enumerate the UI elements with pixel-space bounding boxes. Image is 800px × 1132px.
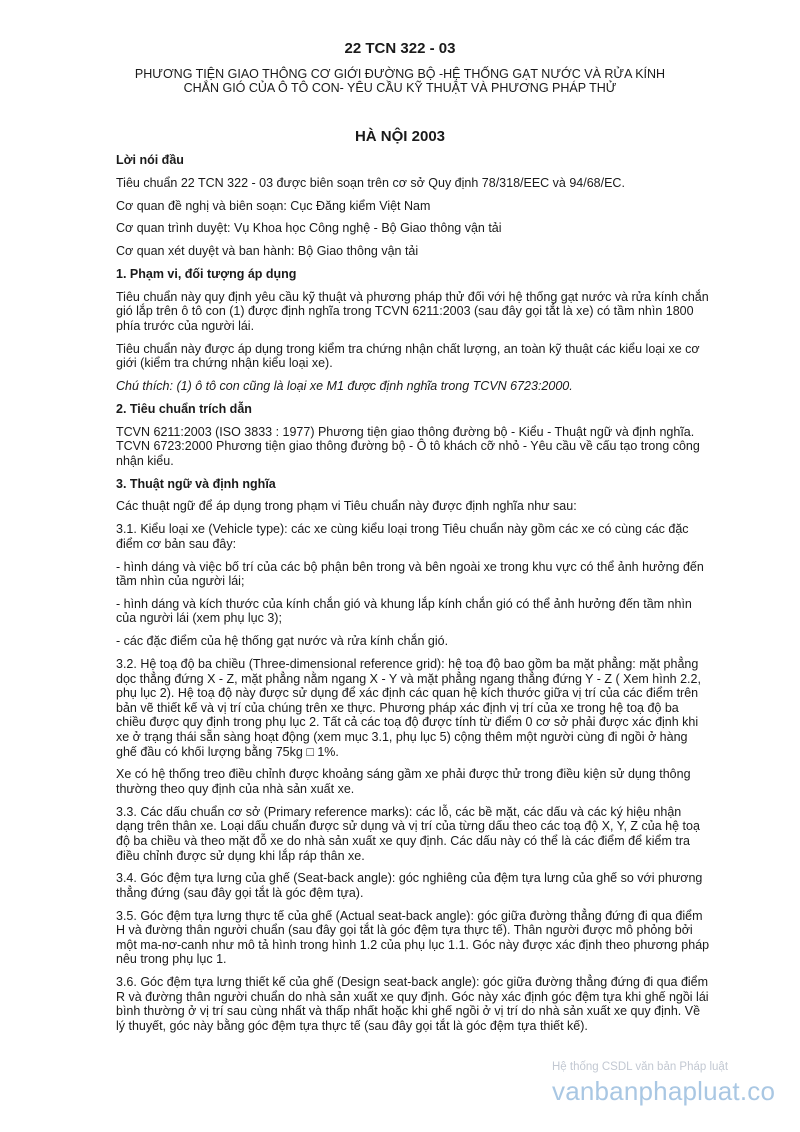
definition-3-1: 3.1. Kiểu loại xe (Vehicle type): các xe cùng kiểu loại trong Tiêu chuẩn này gồm các xe có cùng các đặc điểm cơ bản sau đây: [116, 522, 689, 551]
list-item: - hình dáng và việc bố trí của các bộ phận bên trong và bên ngoài xe trong khu vực có thể ảnh hưởng đến tầm nhìn của người lái; [116, 559, 704, 589]
list-item: - hình dáng và kích thước của kính chắn gió và khung lắp kính chắn gió có thể ảnh hưởng đến tầm nhìn của người lái (xem phụ lục 3); [116, 596, 692, 626]
paragraph: Tiêu chuẩn 22 TCN 322 - 03 được biên soạn trên cơ sở Quy định 78/318/EEC và 94/68/EC. [116, 175, 625, 190]
definition-3-4: 3.4. Góc đệm tựa lưng của ghế (Seat-back angle): góc nghiêng của đệm tựa lưng của ghế so với phương thẳng đứng (sau đây gọi tắt là góc đệm tựa). [116, 871, 703, 900]
standard-code: 22 TCN 322 - 03 [344, 40, 456, 57]
paragraph: Các thuật ngữ để áp dụng trong phạm vi Tiêu chuẩn này được định nghĩa như sau: [116, 499, 577, 514]
document-body [116, 153, 711, 1042]
paragraph: TCVN 6211:2003 (ISO 3833 : 1977) Phương tiện giao thông đường bộ - Kiểu - Thuật ngữ và định nghĩa. TCVN 6723:2000 Phương tiện giao thông đường bộ - Ô tô khách cỡ nhỏ - Yêu cầu về cấu tạo trong công nhận kiểu. [116, 424, 700, 468]
paragraph: Cơ quan trình duyệt: Vụ Khoa học Công nghệ - Bộ Giao thông vận tải [116, 221, 502, 236]
watermark-caption: Hệ thống CSDL văn bản Pháp luật [552, 1061, 729, 1073]
paragraph: Tiêu chuẩn này quy định yêu cầu kỹ thuật và phương pháp thử đối với hệ thống gạt nước và rửa kính chắn gió lắp trên ô tô con (1) được định nghĩa trong TCVN 6211:2003 (sau đây gọi tắt là xe) có tầm nhìn 1800 phía trước của người lái. [116, 289, 709, 333]
definition-3-5: 3.5. Góc đệm tựa lưng thực tế của ghế (Actual seat-back angle): góc giữa đường thẳng đứng đi qua điểm H và đường thân người chuẩn (sau đây gọi tắt là góc đệm tựa thực tế). Thân người được mô phỏng bởi một ma-nơ-canh như mô tả hình trong hình 1.2 của phụ lục 1.1. Góc này được xác định theo phương pháp nêu trong phụ lục 1. [116, 908, 710, 967]
definition-3-6: 3.6. Góc đệm tựa lưng thiết kế của ghế (Design seat-back angle): góc giữa đường thẳng đứng đi qua điểm R và đường thân người chuẩn do nhà sản xuất xe quy định. Góc này xác định góc đệm tựa khi ghế ngồi lái bình thường ở vị trí sau cùng nhất và thấp nhất hoặc khi ghế ngồi ở vị trí do nhà sản xuất xe quy định. Về lý thuyết, góc này bằng góc đệm tựa thực tế (sau đây gọi tắt là góc đệm tựa thiết kế). [116, 975, 709, 1034]
paragraph: Cơ quan đề nghị và biên soạn: Cục Đăng kiểm Việt Nam [116, 198, 431, 213]
paragraph: Cơ quan xét duyệt và ban hành: Bộ Giao thông vận tải [116, 244, 419, 259]
watermark-site: vanbanphapluat.co [552, 1076, 776, 1106]
city-year: HÀ NỘI 2003 [354, 128, 446, 145]
document-title-line-2: CHẮN GIÓ CỦA Ô TÔ CON- YÊU CẦU KỸ THUẬT VÀ PHƯƠNG PHÁP THỬ [183, 81, 617, 95]
document-title [110, 67, 690, 95]
footnote: Chú thích: (1) ô tô con cũng là loại xe M1 được định nghĩa trong TCVN 6723:2000. [116, 379, 573, 394]
section-1-heading: 1. Phạm vi, đối tượng áp dụng [116, 266, 297, 281]
section-2-heading: 2. Tiêu chuẩn trích dẫn [116, 401, 252, 416]
section-3-heading: 3. Thuật ngữ và định nghĩa [116, 476, 276, 491]
definition-3-2: 3.2. Hệ toạ độ ba chiều (Three-dimensional reference grid): hệ toạ độ bao gồm ba mặt phẳng: mặt phẳng dọc thẳng đứng X - Z, mặt phẳng nằm ngang X - Y và mặt phẳng ngang thẳng đứng Y - Z ( Xem hình 2.2, phụ lục 2). Hệ toạ độ này được sử dụng để xác định các quan hệ kích thước giữa vị trí của các điểm trên bản vẽ thiết kế và vị trí của chúng trên xe thực. Phương pháp xác định vị trí của xe trong hệ toạ độ ba chiều được quy định trong phụ lục 2. Tất cả các toạ độ được tính từ điểm 0 cơ sở phải được xác định khi xe ở trạng thái sẵn sàng hoạt động (xem mục 3.1, phụ lục 5) cộng thêm một người cùng đi ngồi ở hàng ghế đầu có khối lượng bằng 75kg □ 1%. [116, 657, 701, 759]
paragraph: Xe có hệ thống treo điều chỉnh được khoảng sáng gầm xe phải được thử trong điều kiện sử dụng thông thường theo quy định của nhà sản xuất xe. [116, 767, 691, 796]
definition-3-3: 3.3. Các dấu chuẩn cơ sở (Primary reference marks): các lỗ, các bề mặt, các dấu và các ký hiệu nhận dạng trên thân xe. Loại dấu chuẩn được sử dụng và vị trí của từng dấu theo các toạ độ X, Y, Z của hệ toạ độ ba chiều và theo mặt đỗ xe do nhà sản xuất xe quy định. Các dấu này có thể là các điểm để kiểm tra điều chỉnh được sử dụng khi lắp ráp thân xe. [116, 804, 700, 863]
paragraph: Tiêu chuẩn này được áp dụng trong kiểm tra chứng nhận chất lượng, an toàn kỹ thuật các kiểu loại xe cơ giới (kiểm tra chứng nhận kiểu loại xe). [116, 341, 700, 371]
list-item: - các đặc điểm của hệ thống gạt nước và rửa kính chắn gió. [116, 634, 449, 649]
foreword-heading: Lời nói đầu [116, 153, 184, 167]
document-title-line-1: PHƯƠNG TIỆN GIAO THÔNG CƠ GIỚI ĐƯỜNG BỘ -HỆ THỐNG GẠT NƯỚC VÀ RỬA KÍNH [134, 67, 666, 81]
